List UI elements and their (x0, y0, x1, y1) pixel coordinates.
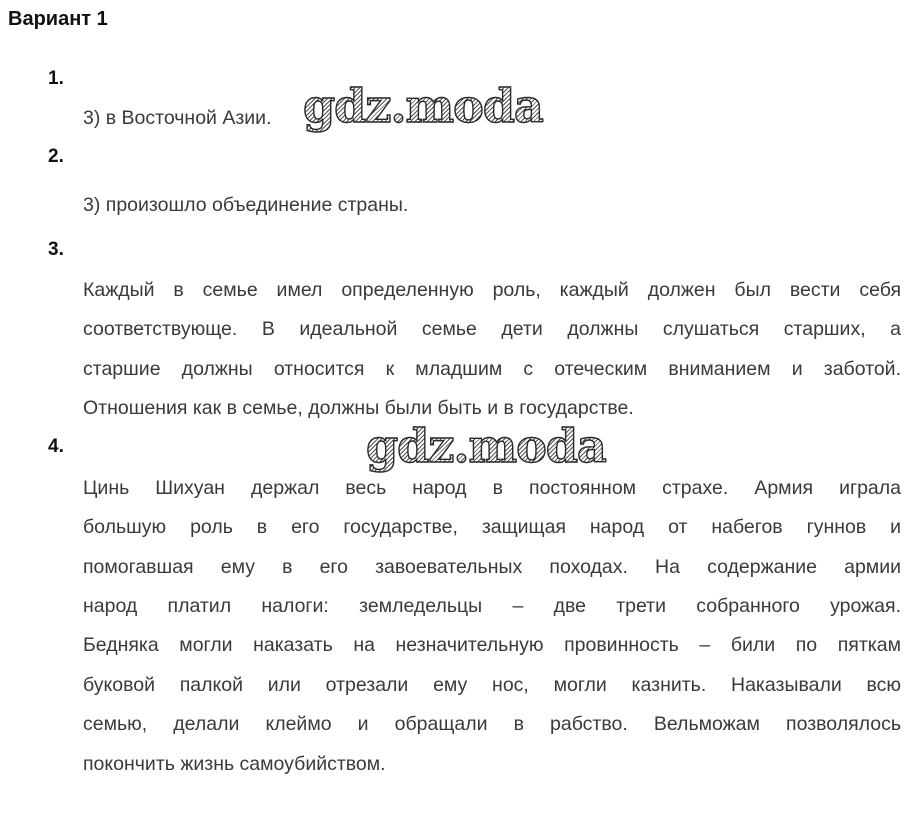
answer-2: 3) произошло объединение страны. (83, 194, 409, 216)
answer-3-line: соответствующе. В идеальной семье дети должны слушаться старших, а (83, 318, 901, 340)
answer-3-line: старшие должны относится к младшим с отеческим вниманием и заботой. (83, 358, 901, 380)
answer-4-line: помогавшая ему в его завоевательных походах. На содержание армии (83, 556, 901, 578)
question-number-1: 1. (48, 68, 64, 89)
page-title: Вариант 1 (8, 8, 108, 30)
answer-4-line: Цинь Шихуан держал весь народ в постоянном страхе. Армия играла (83, 477, 901, 499)
answer-4-line: покончить жизнь самоубийством. (83, 753, 386, 775)
question-number-2: 2. (48, 146, 64, 167)
answer-4-line: семью, делали клеймо и обращали в рабство. Вельможам позволялось (83, 713, 901, 735)
answer-1: 3) в Восточной Азии. (83, 107, 272, 129)
answer-4-line: народ платил налоги: земледельцы – две трети собранного урожая. (83, 595, 901, 617)
watermark-logo: gdz.moda (366, 419, 606, 473)
answer-4-line: Бедняка могли наказать на незначительную провинность – били по пяткам (83, 634, 901, 656)
question-number-3: 3. (48, 239, 64, 260)
answer-3-line: Каждый в семье имел определенную роль, каждый должен был вести себя (83, 279, 901, 301)
answer-4-line: буковой палкой или отрезали ему нос, могли казнить. Наказывали всю (83, 674, 901, 696)
answer-4-line: большую роль в его государстве, защищая народ от набегов гуннов и (83, 516, 901, 538)
question-number-4: 4. (48, 436, 64, 457)
watermark-logo: gdz.moda (303, 79, 543, 133)
answer-3-line: Отношения как в семье, должны были быть и в государстве. (83, 397, 634, 419)
